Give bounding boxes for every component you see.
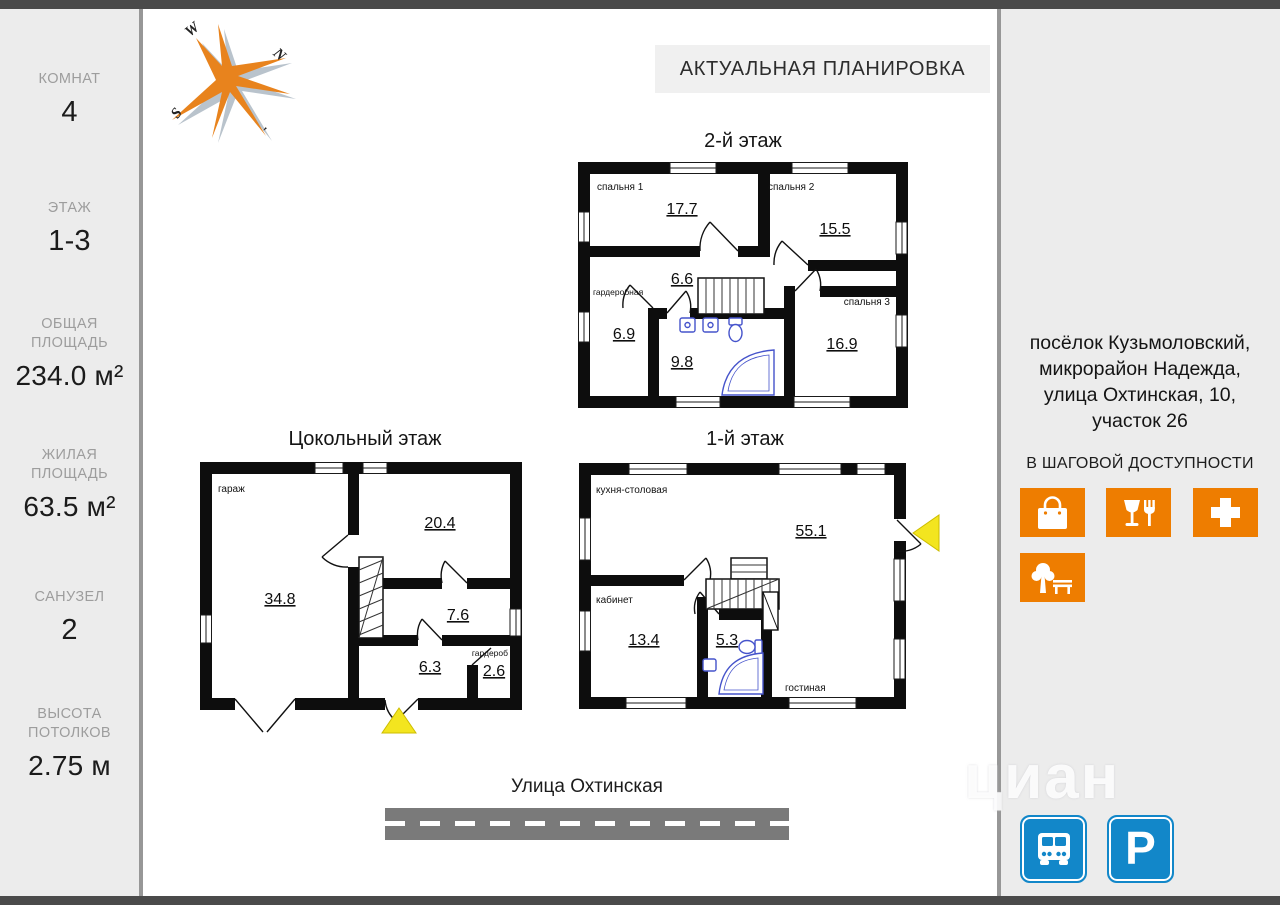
floor1-kitchen-area: 55.1 [795,523,827,540]
basement-plan [200,462,526,740]
floor2-bedroom2-label: спальня 2 [768,182,815,193]
stat-floors [0,199,139,258]
compass-south-label: S [168,105,186,122]
amenity-medical-tile [1193,488,1258,537]
stat-living-area-label: ЖИЛАЯ ПЛОЩАДЬ [30,447,109,482]
street-name: Улица Охтинская [511,776,663,797]
basement-room2-area: 7.6 [446,607,470,624]
stat-rooms-value: 4 [61,96,78,128]
watermark-text: циан [964,743,1121,812]
floor2-bath-area: 9.8 [670,354,694,371]
basement-hall-area: 6.3 [418,659,442,676]
stat-floors-label: ЭТАЖ [47,200,92,216]
watermark-pin-icon [922,751,958,805]
floor1-plan [579,463,947,713]
floor2-bedroom1-area: 17.7 [666,201,698,218]
stat-rooms-label: КОМНАТ [38,71,101,87]
stat-total-area-value: 234.0 м² [15,360,124,391]
stat-bathrooms [0,588,139,647]
basement-garage-label: гараж [218,484,245,495]
floor2-stairs [698,278,764,314]
floor2-bedroom1-label: спальня 1 [597,182,644,193]
header-box [655,45,990,93]
address-line-2: микрорайон Надежда, [1039,358,1241,380]
floor2-bedroom3-label: спальня 3 [843,297,890,308]
parking-sign [1107,815,1174,883]
floor2-wardrobe-label: гардеробная [593,287,644,297]
compass-rose-icon [148,10,308,150]
bus-icon [1033,828,1075,870]
stat-living-area [0,446,139,523]
shop-bag-icon [1020,488,1085,537]
compass-east-mark: ' [255,124,269,140]
stat-bathrooms-label: САНУЗЕЛ [34,589,105,605]
amenity-park-tile [1020,553,1085,602]
address-line-4: участок 26 [1092,410,1188,432]
stat-total-area [0,315,139,392]
stat-floors-value: 1-3 [48,225,91,257]
page-title: АКТУАЛЬНАЯ ПЛАНИРОВКА [679,57,966,80]
floor2-title: 2-й этаж [704,130,782,152]
walking-distance-title: В ШАГОВОЙ ДОСТУПНОСТИ [1026,455,1254,472]
basement-wardrobe-area: 2.6 [482,663,506,680]
floor1-bath-area: 5.3 [715,632,739,649]
basement-wardrobe-label: гардероб [471,648,508,658]
floor1-study-label: кабинет [596,595,633,606]
floor2-bedroom2-area: 15.5 [819,221,851,238]
compass-west-label: W [182,19,203,41]
floor2-hall-area: 6.6 [670,271,694,288]
floor1-title: 1-й этаж [706,428,784,450]
bus-sign [1020,815,1087,883]
watermark [922,742,1120,813]
floor2-wardrobe-area: 6.9 [612,326,636,343]
floor1-entrance-marker [913,515,939,551]
restaurant-icon [1106,488,1171,537]
bottom-bar [0,896,1280,905]
stat-bathrooms-value: 2 [61,614,78,646]
address-line-1: посёлок Кузьмоловский, [1029,332,1251,354]
compass-north-label: N [269,45,289,65]
floor1-living-label: гостиная [785,683,826,694]
floor1-kitchen-label: кухня-столовая [596,485,668,496]
basement-stairs [359,557,383,638]
stat-ceiling [0,705,139,782]
street-road [385,808,789,840]
road-center-line [385,821,789,826]
basement-garage-area: 34.8 [264,591,296,608]
floor1-study-area: 13.4 [628,632,660,649]
basement-title: Цокольный этаж [288,428,442,450]
address-line-3: улица Охтинская, 10, [1043,384,1237,406]
stat-total-area-label: ОБЩАЯ ПЛОЩАДЬ [30,316,109,351]
left-divider [139,0,143,905]
top-bar [0,0,1280,9]
floor2-plan [578,162,908,410]
basement-entrance-marker [382,708,416,733]
stat-ceiling-label: ВЫСОТА ПОТОЛКОВ [28,706,111,741]
basement-room1-area: 20.4 [424,515,456,532]
floor2-bath-fixtures [680,318,774,395]
amenity-food-tile [1106,488,1171,537]
address-block [1001,330,1279,434]
floor2-room-labels [593,182,890,371]
stat-ceiling-value: 2.75 м [28,750,111,781]
compass-star [172,24,290,138]
parking-letter: P [1125,821,1156,874]
park-icon [1020,553,1085,602]
stat-rooms [0,70,139,129]
amenity-shop-tile [1020,488,1085,537]
stat-living-area-value: 63.5 м² [23,491,116,522]
floor1-wardrobe-box [763,592,778,630]
floor2-bedroom3-area: 16.9 [826,336,858,353]
medical-cross-icon [1193,488,1258,537]
